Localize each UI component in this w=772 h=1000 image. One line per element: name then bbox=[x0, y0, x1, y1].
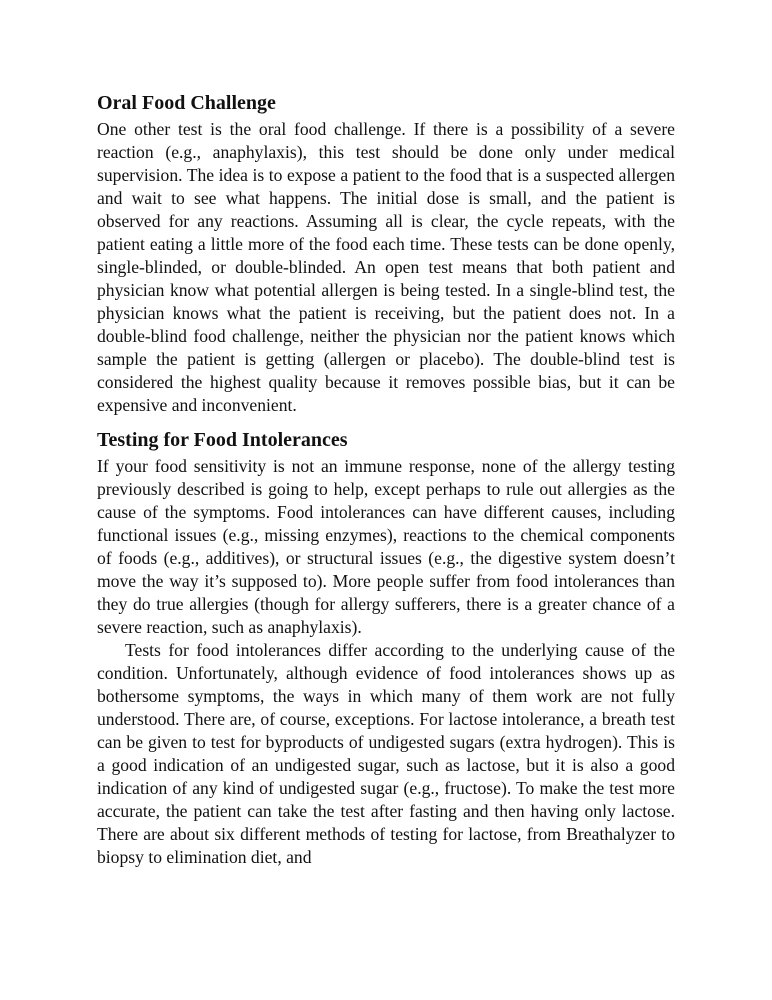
section-oral-food-challenge bbox=[97, 88, 675, 417]
body-paragraph: One other test is the oral food challenge. If there is a possibility of a severe reaction (e.g., anaphylaxis), this test should be done only under medical supervision. The idea is to expose a patient to the food that is a suspected allergen and wait to see what happens. The initial dose is small, and the patient is observed for any reactions. Assuming all is clear, the cycle repeats, with the patient eating a little more of the food each time. These tests can be done openly, single-blinded, or double-blinded. An open test means that both patient and physician know what potential allergen is being tested. In a single-blind test, the physician knows what the patient is receiving, but the patient does not. In a double-blind food challenge, neither the physician nor the patient knows which sample the patient is getting (allergen or placebo). The double-blind test is considered the highest quality because it removes possible bias, but it can be expensive and inconvenient. bbox=[97, 119, 675, 415]
body-paragraph: If your food sensitivity is not an immune response, none of the allergy testing previously described is going to help, except perhaps to rule out allergies as the cause of the symptoms. Food intolerances can have different causes, including functional issues (e.g., missing enzymes), reactions to the chemical components of foods (e.g., additives), or structural issues (e.g., the digestive system doesn’t move the way it’s supposed to). More people suffer from food intolerances than they do true allergies (though for allergy sufferers, there is a greater chance of a severe reaction, such as anaphylaxis). bbox=[97, 456, 675, 637]
section-heading: Testing for Food Intolerances bbox=[97, 429, 348, 451]
section-heading: Oral Food Challenge bbox=[97, 92, 276, 114]
document-page bbox=[97, 88, 675, 877]
section-testing-food-intolerances bbox=[97, 425, 675, 869]
body-paragraph: Tests for food intolerances differ according to the underlying cause of the condition. Unfortunately, although evidence of food intolerances shows up as bothersome symptoms, the ways in which many of them work are not fully understood. There are, of course, exceptions. For lactose intolerance, a breath test can be given to test for byproducts of undigested sugars (extra hydrogen). This is a good indication of an undigested sugar, such as lactose, but it is also a good indication of any kind of undigested sugar (e.g., fructose). To make the test more accurate, the patient can take the test after fasting and then having only lactose. There are about six different methods of testing for lactose, from Breathalyzer to biopsy to elimination diet, and bbox=[97, 640, 675, 867]
